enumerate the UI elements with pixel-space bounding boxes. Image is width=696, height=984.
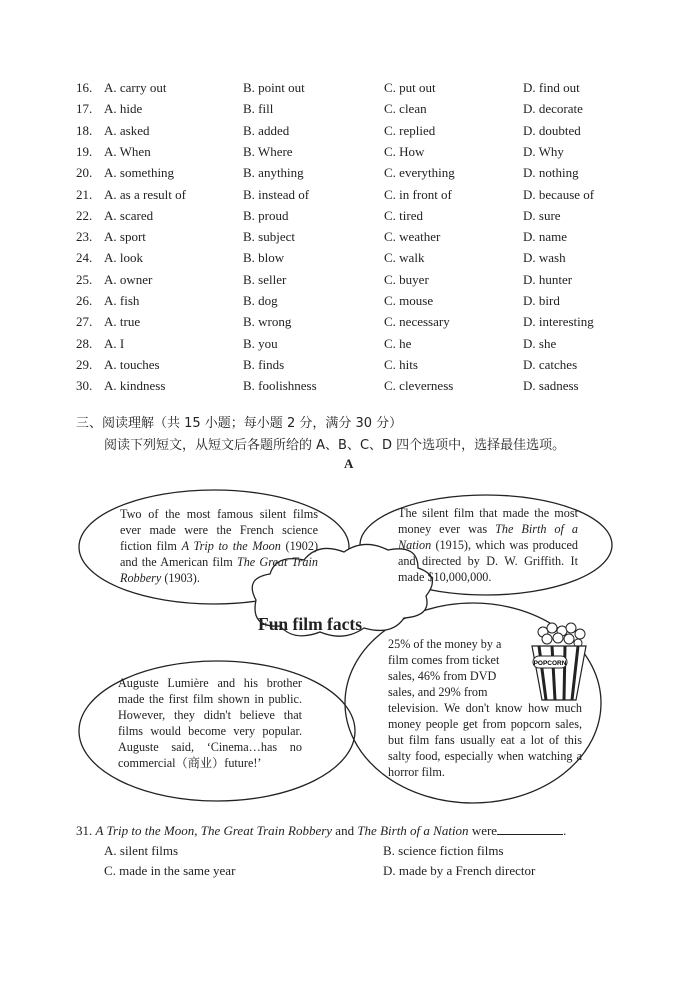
option-b[interactable]: B. anything — [243, 165, 304, 181]
option-c[interactable]: C. walk — [384, 250, 425, 266]
option-a[interactable]: A. fish — [104, 293, 140, 308]
option-d[interactable]: D. wash — [523, 250, 566, 266]
question-31-stem: 31. A Trip to the Moon, The Great Train Robbery and The Birth of a Nation were . — [76, 823, 567, 838]
question-number: 22. — [76, 207, 93, 223]
bubble-2-text: The silent film that made the most money ever was The Birth of a Nation (1915), which was produced and directed by D. W. Griffith. It made $10,000,000. — [398, 506, 578, 584]
question-number: 19. — [76, 143, 93, 159]
question-number: 20. — [76, 165, 93, 181]
question-row — [0, 375, 696, 396]
option-b[interactable]: B. proud — [243, 207, 289, 223]
q31-option-d[interactable]: D. made by a French director — [383, 863, 536, 878]
section-instruction: 阅读下列短文，从短文后各题所给的 A、B、C、D 四个选项中，选择最佳选项。 — [104, 438, 566, 453]
bubble-4-text: 25% of the money by a film comes from ticket sales, 46% from DVD sales, and 29% from television. We don't know how much money people get from popcorn sales, but film fans usually eat a lot of this salty food, especially when watching a horror film. — [388, 637, 582, 779]
question-number: 21. — [76, 186, 93, 202]
option-c[interactable]: C. How — [384, 143, 425, 159]
option-d[interactable]: D. she — [523, 335, 557, 351]
option-c[interactable]: C. buyer — [384, 271, 429, 287]
option-b[interactable]: B. added — [243, 122, 290, 138]
option-a[interactable]: A. touches — [104, 356, 160, 372]
option-c[interactable]: C. in front of — [384, 186, 452, 202]
passage-label: A — [344, 456, 354, 471]
question-row — [0, 184, 696, 205]
option-d[interactable]: D. decorate — [523, 101, 583, 117]
option-d[interactable]: D. Why — [523, 143, 564, 159]
option-c[interactable]: C. hits — [384, 356, 418, 372]
question-number: 24. — [76, 250, 93, 266]
option-d[interactable]: D. sure — [523, 207, 561, 223]
option-c[interactable]: C. necessary — [384, 314, 450, 330]
question-row — [0, 77, 696, 98]
option-b[interactable]: B. instead of — [243, 186, 310, 202]
option-c[interactable]: C. clean — [384, 101, 427, 117]
option-a[interactable]: A. sport — [104, 229, 146, 245]
option-b[interactable]: B. fill — [243, 101, 274, 117]
option-a[interactable]: A. as a result of — [104, 186, 186, 202]
option-c[interactable]: C. mouse — [384, 293, 434, 308]
question-number: 16. — [76, 80, 93, 95]
option-b[interactable]: B. finds — [243, 356, 285, 372]
option-c[interactable]: C. replied — [384, 122, 436, 138]
question-row — [0, 247, 696, 268]
option-b[interactable]: B. point out — [243, 80, 305, 95]
option-a[interactable]: A. scared — [104, 207, 154, 223]
option-d[interactable]: D. hunter — [523, 271, 573, 287]
question-number: 23. — [76, 229, 93, 245]
question-number: 18. — [76, 122, 93, 138]
option-b[interactable]: B. blow — [243, 250, 285, 266]
question-row — [0, 311, 696, 332]
cloud-title: Fun film facts — [258, 614, 363, 634]
option-c[interactable]: C. put out — [384, 80, 436, 95]
option-d[interactable]: D. catches — [523, 356, 578, 372]
option-a[interactable]: A. carry out — [104, 80, 167, 95]
option-d[interactable]: D. find out — [523, 80, 580, 95]
option-d[interactable]: D. sadness — [523, 378, 579, 394]
question-row — [0, 120, 696, 141]
option-a[interactable]: A. true — [104, 314, 141, 330]
question-number: 25. — [76, 271, 93, 287]
option-b[interactable]: B. dog — [243, 293, 278, 308]
question-row — [0, 269, 696, 290]
option-a[interactable]: A. look — [104, 250, 143, 266]
section-title: 三、阅读理解（共 15 小题；每小题 2 分，满分 30 分） — [76, 416, 403, 431]
question-row — [0, 162, 696, 183]
option-b[interactable]: B. foolishness — [243, 378, 317, 394]
question-row — [0, 205, 696, 226]
option-c[interactable]: C. weather — [384, 229, 441, 245]
question-number: 29. — [76, 356, 93, 372]
q31-option-c[interactable]: C. made in the same year — [104, 863, 236, 878]
option-a[interactable]: A. something — [104, 165, 175, 181]
option-a[interactable]: A. I — [104, 335, 125, 351]
option-c[interactable]: C. cleverness — [384, 378, 454, 394]
bubble-3-text: Auguste Lumière and his brother made the first film shown in public. However, they didn't believe that films would become very popular. Auguste said, ‘Cinema…has no commercial（商业）future!’ — [118, 676, 302, 770]
question-number: 28. — [76, 335, 93, 351]
option-a[interactable]: A. hide — [104, 101, 143, 117]
question-row — [0, 290, 696, 311]
popcorn-label: POPCORN — [533, 660, 567, 667]
question-row — [0, 354, 696, 375]
option-b[interactable]: B. seller — [243, 271, 287, 287]
question-row — [0, 333, 696, 354]
option-d[interactable]: D. bird — [523, 293, 560, 308]
option-a[interactable]: A. kindness — [104, 378, 166, 394]
question-row — [0, 98, 696, 119]
option-b[interactable]: B. Where — [243, 143, 293, 159]
option-c[interactable]: C. everything — [384, 165, 455, 181]
question-row — [0, 141, 696, 162]
option-c[interactable]: C. tired — [384, 207, 423, 223]
option-b[interactable]: B. you — [243, 335, 278, 351]
option-a[interactable]: A. asked — [104, 122, 150, 138]
option-b[interactable]: B. wrong — [243, 314, 292, 330]
option-d[interactable]: D. because of — [523, 186, 595, 202]
answer-blank[interactable] — [497, 822, 563, 835]
option-a[interactable]: A. When — [104, 143, 151, 159]
question-number: 26. — [76, 293, 93, 308]
question-number: 30. — [76, 378, 93, 394]
question-number: 17. — [76, 101, 93, 117]
option-c[interactable]: C. he — [384, 335, 412, 351]
option-a[interactable]: A. owner — [104, 271, 153, 287]
question-number: 27. — [76, 314, 93, 330]
option-b[interactable]: B. subject — [243, 229, 295, 245]
question-row — [0, 226, 696, 247]
q31-option-b[interactable]: B. science fiction films — [383, 843, 504, 858]
option-d[interactable]: D. name — [523, 229, 568, 245]
option-d[interactable]: D. interesting — [523, 314, 594, 330]
option-d[interactable]: D. doubted — [523, 122, 581, 138]
bubble-1-text: Two of the most famous silent films ever made were the French science fiction film A Trip to the Moon (1902) and the American film The Great Train Robbery (1903). — [120, 507, 319, 585]
option-d[interactable]: D. nothing — [523, 165, 579, 181]
q31-option-a[interactable]: A. silent films — [104, 843, 179, 858]
